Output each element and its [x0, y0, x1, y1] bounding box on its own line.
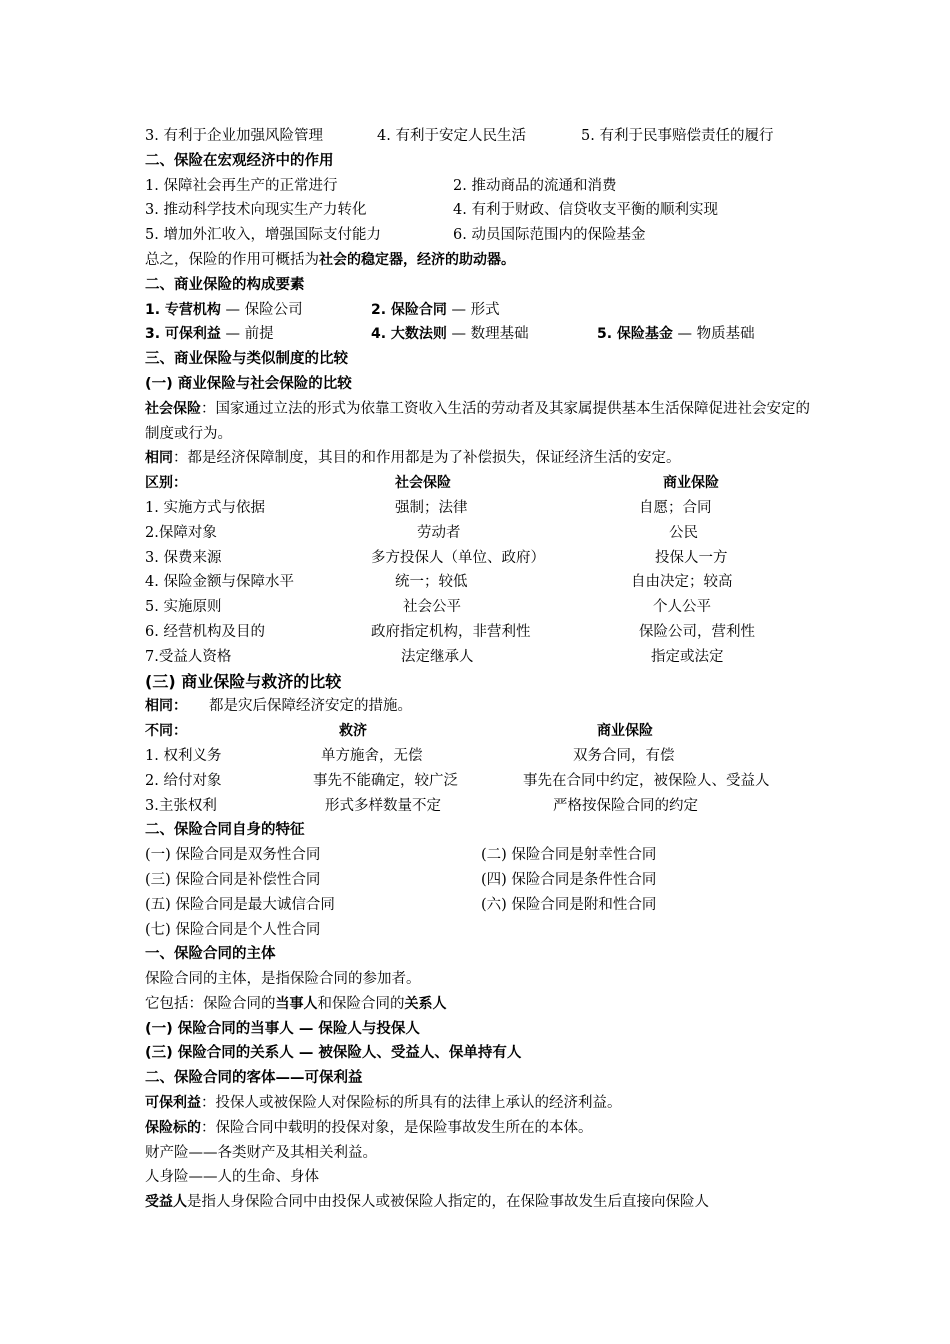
table-cell: 政府指定机构，非营利性: [371, 623, 531, 640]
table-row: [145, 645, 815, 670]
table-row: [145, 570, 815, 595]
paragraph: 财产险——各类财产及其相关利益。: [145, 1144, 377, 1161]
table-cell: 2. 给付对象: [145, 772, 222, 789]
paragraph: 保险合同的主体，是指保险合同的参加者。: [145, 971, 421, 988]
element-term: 5. 保险基金: [597, 326, 673, 343]
table-cell: 单方施舍，无偿: [321, 747, 423, 764]
table-cell: 个人公平: [653, 599, 711, 616]
table-cell: 5. 实施原则: [145, 599, 222, 616]
similarity-line: [145, 694, 815, 719]
table-row: [145, 496, 815, 521]
table-header-cell: 商业保险: [663, 475, 719, 492]
paragraph: [145, 1091, 815, 1116]
definition-text: ：国家通过立法的形式为依靠工资收入生活的劳动者及其家属提供基本生活保障促进社会安定的制度或行为。: [145, 400, 810, 442]
table-cell: 统一；较低: [395, 574, 468, 591]
summary-line: [145, 248, 815, 273]
element-term: 4. 大数法则: [371, 326, 447, 343]
table-row: [145, 769, 815, 794]
table-cell: 7.受益人资格: [145, 648, 232, 665]
micro-role-line: [145, 124, 815, 149]
social-insurance-definition: [145, 397, 815, 447]
list-row: [145, 174, 815, 199]
list-item: (六) 保险合同是附和性合同: [481, 896, 657, 913]
term: 相同：: [145, 698, 187, 715]
table-cell: 保险公司，营利性: [639, 623, 755, 640]
table-header-cell: 救济: [339, 723, 367, 740]
comparison-table-header: [145, 471, 815, 496]
list-item: 1. 保障社会再生产的正常进行: [145, 177, 338, 194]
table-cell: 6. 经营机构及目的: [145, 623, 265, 640]
term: 可保利益: [145, 1095, 201, 1112]
table-cell: 双务合同，有偿: [573, 747, 675, 764]
element-desc: — 前提: [220, 326, 274, 343]
paragraph: [145, 1116, 815, 1141]
table-header-cell: 社会保险: [395, 475, 451, 492]
table-cell: 公民: [669, 524, 698, 541]
definition-text: 都是灾后保障经济安定的措施。: [209, 698, 412, 715]
list-row: [145, 868, 815, 893]
term: 当事人: [275, 995, 318, 1012]
list-row: [145, 843, 815, 868]
table-cell: 投保人一方: [655, 549, 728, 566]
list-item: 3. 有利于企业加强风险管理: [145, 128, 323, 144]
list-item: (一) 保险合同是双务性合同: [145, 847, 321, 864]
table-cell: 严格按保险合同的约定: [553, 797, 698, 814]
table-cell: 形式多样数量不定: [325, 797, 441, 814]
document-page: [145, 124, 815, 1215]
element-term: 3. 可保利益: [145, 326, 221, 343]
list-item: (二) 保险合同是射幸性合同: [481, 847, 657, 864]
term: 关系人: [404, 995, 447, 1012]
element-desc: — 数理基础: [446, 326, 529, 343]
elements-row: [145, 322, 815, 347]
section-heading: 二、保险合同的客体——可保利益: [145, 1070, 363, 1087]
definition-text: ：保险合同中载明的投保对象，是保险事故发生所在的本体。: [201, 1119, 593, 1136]
subsection-heading: (一) 保险合同的当事人 — 保险人与投保人: [145, 1020, 420, 1037]
list-item: 6. 动员国际范围内的保险基金: [453, 227, 646, 244]
subsection-heading: (一) 商业保险与社会保险的比较: [145, 375, 352, 392]
paragraph: [145, 1190, 815, 1215]
term: 受益人: [145, 1194, 187, 1211]
table-cell: 4. 保险金额与保障水平: [145, 574, 294, 591]
paragraph: 它包括：保险合同的当事人和保险合同的关系人: [145, 995, 447, 1012]
table-cell: 指定或法定: [651, 648, 724, 665]
definition-text: ：投保人或被保险人对保险标的所具有的法律上承认的经济利益。: [201, 1095, 622, 1112]
table-cell: 1. 实施方式与依据: [145, 499, 265, 516]
list-item: (四) 保险合同是条件性合同: [481, 871, 657, 888]
similarity-line: [145, 446, 815, 471]
list-row: [145, 918, 815, 943]
table-cell: 事先在合同中约定，被保险人、受益人: [523, 772, 770, 789]
table-cell: 2.保障对象: [145, 524, 217, 541]
term: 保险标的: [145, 1119, 201, 1136]
list-row: [145, 198, 815, 223]
definition-text: 是指人身保险合同中由投保人或被保险人指定的，在保险事故发生后直接向保险人: [187, 1194, 709, 1211]
table-row: [145, 595, 815, 620]
table-cell: 3. 保费来源: [145, 549, 222, 566]
element-desc: — 形式: [446, 301, 500, 318]
table-cell: 社会公平: [403, 599, 461, 616]
list-item: (七) 保险合同是个人性合同: [145, 921, 321, 938]
paragraph: 人身险——人的生命、身体: [145, 1169, 319, 1186]
term: 社会保险: [145, 400, 201, 417]
table-header-cell: 区别：: [145, 475, 187, 492]
table-row: [145, 620, 815, 645]
table-cell: 1. 权利义务: [145, 747, 222, 764]
table-cell: 多方投保人（单位、政府）: [371, 549, 545, 566]
table-cell: 法定继承人: [401, 648, 474, 665]
section-heading: 三、商业保险与类似制度的比较: [145, 351, 348, 368]
list-item: (五) 保险合同是最大诚信合同: [145, 896, 335, 913]
list-row: [145, 893, 815, 918]
list-item: (三) 保险合同是补偿性合同: [145, 871, 321, 888]
table-cell: 自愿；合同: [639, 499, 712, 516]
table-row: [145, 794, 815, 819]
table-row: [145, 744, 815, 769]
section-heading: 二、商业保险的构成要素: [145, 276, 305, 293]
element-term: 1. 专营机构: [145, 301, 221, 318]
list-row: [145, 223, 815, 248]
table-cell: 强制；法律: [395, 499, 468, 516]
table-row: [145, 521, 815, 546]
element-desc: — 物质基础: [672, 326, 755, 343]
table-header-cell: 不同：: [145, 723, 187, 740]
definition-text: ：都是经济保障制度，其目的和作用都是为了补偿损失，保证经济生活的安定。: [173, 450, 681, 467]
table-cell: 自由决定；较高: [631, 574, 733, 591]
summary-emphasis: 社会的稳定器，经济的助动器。: [319, 251, 515, 268]
term: 相同: [145, 450, 173, 467]
list-item: 2. 推动商品的流通和消费: [453, 177, 617, 194]
subsection-heading: (三) 商业保险与救济的比较: [145, 671, 342, 691]
list-item: 5. 有利于民事赔偿责任的履行: [581, 128, 774, 144]
table-cell: 劳动者: [417, 524, 461, 541]
elements-row: [145, 298, 815, 323]
element-term: 2. 保险合同: [371, 301, 447, 318]
section-heading: 二、保险在宏观经济中的作用: [145, 152, 334, 169]
list-item: 3. 推动科学技术向现实生产力转化: [145, 202, 367, 219]
subsection-heading: (三) 保险合同的关系人 — 被保险人、受益人、保单持有人: [145, 1045, 522, 1062]
element-desc: — 保险公司: [220, 301, 303, 318]
table-row: [145, 546, 815, 571]
summary-text: 总之，保险的作用可概括为: [145, 251, 319, 268]
table-cell: 事先不能确定，较广泛: [313, 772, 458, 789]
section-heading: 一、保险合同的主体: [145, 946, 276, 963]
table-header-cell: 商业保险: [597, 723, 653, 740]
list-item: 4. 有利于财政、信贷收支平衡的顺利实现: [453, 202, 718, 219]
section-heading: 二、保险合同自身的特征: [145, 822, 305, 839]
list-item: 5. 增加外汇收入，增强国际支付能力: [145, 227, 381, 244]
list-item: 4. 有利于安定人民生活: [377, 128, 526, 144]
table-cell: 3.主张权利: [145, 797, 217, 814]
comparison-table-header: [145, 719, 815, 744]
